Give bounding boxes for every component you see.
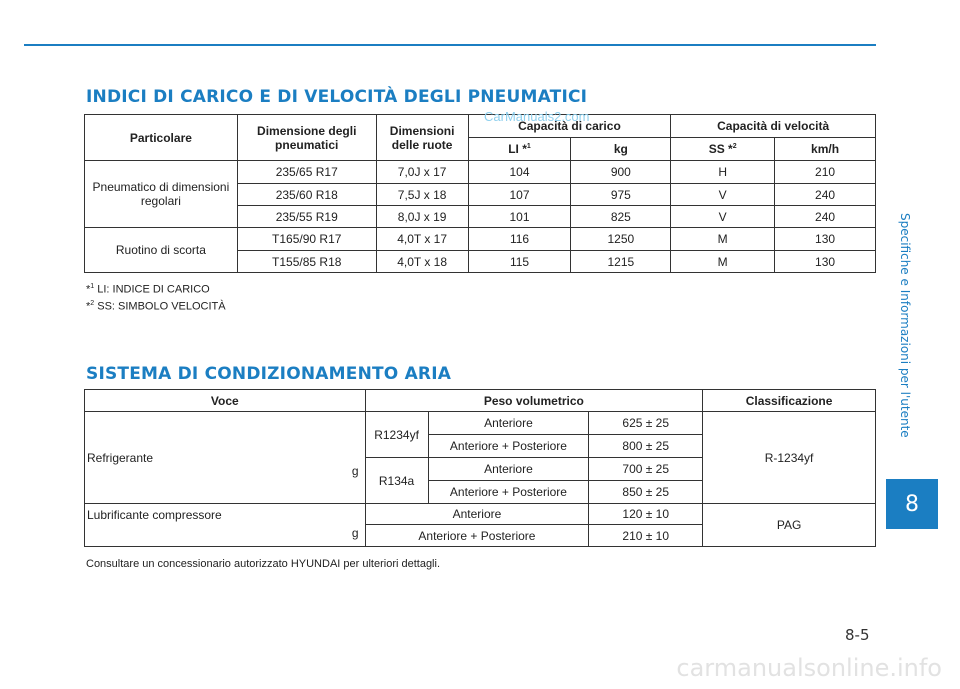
- value-cell: 120 ± 10: [589, 504, 703, 525]
- ss-cell: M: [671, 251, 775, 273]
- position-cell: Anteriore + Posteriore: [428, 435, 589, 458]
- refrigerant-classification-cell: R-1234yf: [703, 412, 876, 504]
- header-li: LI *$^1$: [468, 138, 571, 161]
- kg-cell: 1215: [571, 251, 671, 273]
- header-kg: kg: [571, 138, 671, 161]
- ss-cell: V: [671, 184, 775, 206]
- refrigerant-type-cell: R134a: [365, 458, 428, 504]
- wheel-size-cell: 8,0J x 19: [376, 206, 468, 228]
- load-speed-section-title: INDICI DI CARICO E DI VELOCITÀ DEGLI PNEUMATICI: [86, 87, 588, 107]
- li-cell: 115: [468, 251, 571, 273]
- refrigerant-label: Refrigerante: [87, 450, 154, 465]
- ss-cell: M: [671, 228, 775, 251]
- chapter-side-title: Specifiche e Informazioni per l'utente: [898, 212, 912, 438]
- table-row: [85, 228, 876, 251]
- kg-cell: 900: [571, 161, 671, 184]
- lubricant-label-cell: [85, 504, 366, 547]
- top-rule: [24, 44, 876, 46]
- refrigerant-unit: g: [351, 464, 359, 478]
- ac-section-title: SISTEMA DI CONDIZIONAMENTO ARIA: [86, 364, 452, 384]
- li-cell: 104: [468, 161, 571, 184]
- header-speed-capacity: Capacità di velocità: [671, 115, 876, 138]
- li-cell: 116: [468, 228, 571, 251]
- ss-cell: H: [671, 161, 775, 184]
- table-row: [85, 161, 876, 184]
- row-label-regular-tire: Pneumatico di dimensioni regolari: [85, 161, 238, 228]
- kmh-cell: 130: [775, 228, 876, 251]
- kmh-cell: 240: [775, 206, 876, 228]
- wheel-size-cell: 4,0T x 18: [376, 251, 468, 273]
- footnotes: [86, 280, 226, 313]
- kg-cell: 1250: [571, 228, 671, 251]
- header-voce: Voce: [85, 390, 366, 412]
- chapter-number-tab[interactable]: 8: [886, 479, 938, 529]
- header-ss: SS *$^2$: [671, 138, 775, 161]
- refrigerant-type-cell: R1234yf: [365, 412, 428, 458]
- row-label-spare-tire: Ruotino di scorta: [85, 228, 238, 273]
- header-volumetric-weight: Peso volumetrico: [365, 390, 703, 412]
- kmh-cell: 130: [775, 251, 876, 273]
- refrigerant-label-cell: [85, 412, 366, 504]
- table-row: [85, 504, 876, 525]
- position-cell: Anteriore + Posteriore: [428, 481, 589, 504]
- tire-size-cell: 235/55 R19: [237, 206, 376, 228]
- position-cell: Anteriore: [428, 458, 589, 481]
- wheel-size-cell: 7,0J x 17: [376, 161, 468, 184]
- wheel-size-cell: 7,5J x 18: [376, 184, 468, 206]
- lubricant-unit: g: [351, 526, 359, 540]
- lubricant-label: Lubrificante compressore: [87, 508, 222, 522]
- position-cell: Anteriore: [365, 504, 589, 525]
- value-cell: 800 ± 25: [589, 435, 703, 458]
- value-cell: 700 ± 25: [589, 458, 703, 481]
- kg-cell: 975: [571, 184, 671, 206]
- value-cell: 625 ± 25: [589, 412, 703, 435]
- kmh-cell: 240: [775, 184, 876, 206]
- header-kmh: km/h: [775, 138, 876, 161]
- ac-system-table: [84, 389, 876, 547]
- load-speed-table: [84, 114, 876, 273]
- header-load-capacity: Capacità di carico: [468, 115, 671, 138]
- position-cell: Anteriore + Posteriore: [365, 525, 589, 547]
- value-cell: 210 ± 10: [589, 525, 703, 547]
- value-cell: 850 ± 25: [589, 481, 703, 504]
- dealer-note: Consultare un concessionario autorizzato HYUNDAI per ulteriori dettagli.: [86, 558, 441, 570]
- footnote-ss: *$^2$ SS: SIMBOLO VELOCITÀ: [86, 299, 226, 313]
- table-row: [85, 412, 876, 435]
- header-classification: Classificazione: [703, 390, 876, 412]
- kg-cell: 825: [571, 206, 671, 228]
- header-item: Particolare: [85, 115, 238, 161]
- wheel-size-cell: 4,0T x 17: [376, 228, 468, 251]
- tire-size-cell: 235/60 R18: [237, 184, 376, 206]
- position-cell: Anteriore: [428, 412, 589, 435]
- li-cell: 107: [468, 184, 571, 206]
- header-tire-size: Dimensione degli pneumatici: [237, 115, 376, 161]
- header-wheel-size: Dimensioni delle ruote: [376, 115, 468, 161]
- tire-size-cell: T165/90 R17: [237, 228, 376, 251]
- ss-cell: V: [671, 206, 775, 228]
- watermark-text: CarManuals2.com: [484, 109, 590, 124]
- site-watermark: carmanualsonline.info: [676, 654, 942, 682]
- tire-size-cell: T155/85 R18: [237, 251, 376, 273]
- li-cell: 101: [468, 206, 571, 228]
- tire-size-cell: 235/65 R17: [237, 161, 376, 184]
- kmh-cell: 210: [775, 161, 876, 184]
- lubricant-classification-cell: PAG: [703, 504, 876, 547]
- page-number: 8-5: [845, 626, 870, 644]
- footnote-li: *$^1$ LI: INDICE DI CARICO: [86, 283, 210, 296]
